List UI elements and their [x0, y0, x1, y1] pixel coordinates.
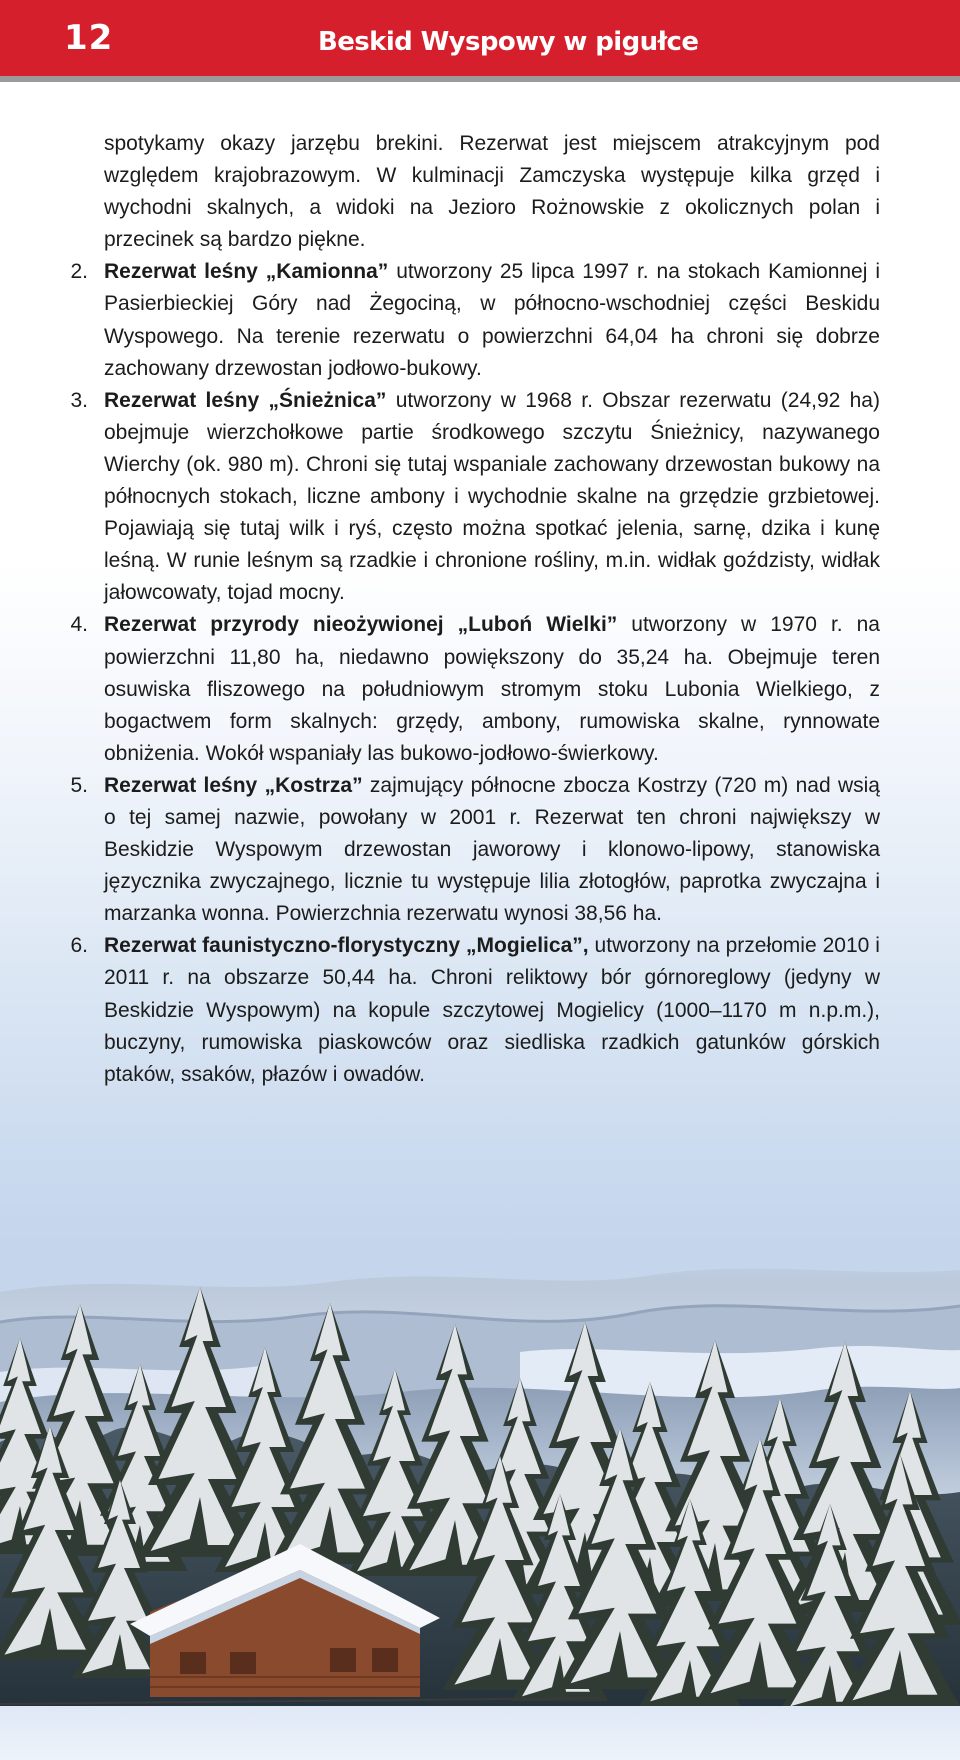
page-number: 12	[64, 18, 114, 58]
list-item	[60, 930, 880, 1090]
reserve-description: utworzony w 1970 r. na powierzchni 11,80 ha, niedawno powiększony do 35,24 ha. Obejmuje teren osuwiska fliszowego na południowym stromym stoku Lubonia Wielkiego, z bogactwem form skalnych: grzędy, ambony, rumowiska skalne, rynnowate obniżenia. Wokół wspaniały las bukowo-jodłowo-świerkowy.	[104, 613, 880, 765]
reserves-list	[60, 256, 880, 1090]
intro-paragraph: spotykamy okazy jarzębu brekini. Rezerwat jest miejscem atrakcyjnym pod względem krajobrazowym. W kulminacji Zamczyska występuje kilka grzęd i wychodni skalnych, a widoki na Jezioro Rożnowskie z okolicznych polan i przecinek są bardzo piękne.	[104, 132, 880, 252]
article-body	[60, 128, 880, 1091]
reserve-description: utworzony w 1968 r. Obszar rezerwatu (24,92 ha) obejmuje wierzchołkowe partie środkowego szczytu Śnieżnicy, nazywanego Wierchy (ok. 980 m). Chroni się tutaj wspaniale zachowany drzewostan bukowy na północnych stokach, liczne ambony i wychodnie skalne na grzędzie grzbietowej. Pojawiają się tutaj wilk i ryś, często można spotkać jelenia, sarnę, dzika i kunę leśną. W runie leśnym są rzadkie i chronione rośliny, m.in. widłak goździsty, widłak jałowcowaty, tojad mocny.	[104, 388, 880, 605]
item-number: 4.	[70, 613, 88, 637]
list-item	[60, 770, 880, 930]
reserve-name: Rezerwat przyrody nieożywionej „Luboń Wielki”	[104, 613, 618, 637]
winter-landscape-photo	[0, 1252, 960, 1760]
item-number: 6.	[70, 934, 88, 958]
page-header	[0, 0, 960, 82]
reserve-name: Rezerwat leśny „Kamionna”	[104, 260, 389, 284]
list-item	[60, 609, 880, 769]
reserve-name: Rezerwat leśny „Śnieżnica”	[104, 388, 387, 412]
running-title: Beskid Wyspowy w pigułce	[318, 27, 699, 57]
reserve-description: utworzony 25 lipca 1997 r. na stokach Kamionnej i Pasierbieckiej Góry nad Żegociną, w północno-wschodniej części Beskidu Wyspowego. Na terenie rezerwatu o powierzchni 64,04 ha chroni się dobrze zachowany drzewostan jodłowo-bukowy.	[104, 260, 880, 380]
item-number: 5.	[70, 773, 88, 797]
reserve-name: Rezerwat leśny „Kostrza”	[104, 773, 363, 797]
reserve-name: Rezerwat faunistyczno-florystyczny „Mogielica”,	[104, 934, 589, 958]
reserve-description: utworzony na przełomie 2010 i 2011 r. na obszarze 50,44 ha. Chroni reliktowy bór górnoreglowy (jedyny w Beskidzie Wyspowym) na kopule szczytowej Mogielicy (1000–1170 m n.p.m.), buczyny, rumowiska piaskowców oraz siedliska rzadkich gatunków górskich ptaków, ssaków, płazów i owadów.	[104, 934, 880, 1086]
item-number: 2.	[70, 260, 88, 284]
reserve-description: zajmujący północne zbocza Kostrzy (720 m) nad wsią o tej samej nazwie, powołany w 2001 r. Rezerwat ten chroni największy w Beskidzie Wyspowym drzewostan jaworowy i klonowo-lipowy, stanowiska języcznika zwyczajnego, licznie tu występuje lilia złotogłów, paprotka zwyczajna i marzanka wonna. Powierzchnia rezerwatu wynosi 38,56 ha.	[104, 773, 880, 926]
item-number: 3.	[70, 388, 88, 412]
list-item	[60, 385, 880, 610]
list-item	[60, 256, 880, 384]
